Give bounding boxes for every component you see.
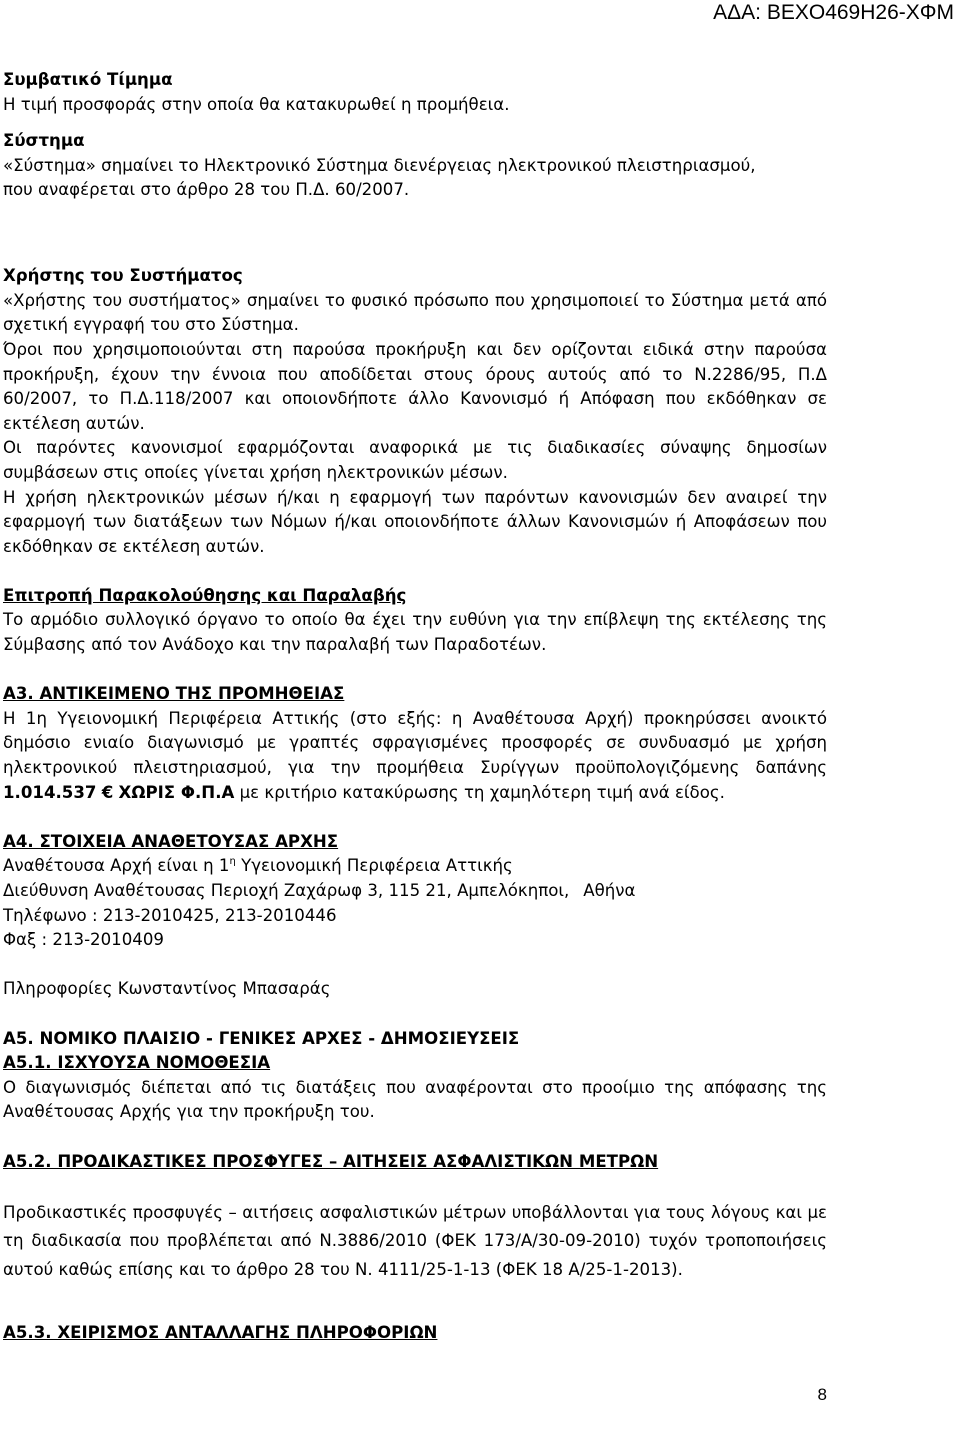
a4-fax: Φαξ : 213-2010409: [3, 930, 164, 950]
system-user-text4: Η χρήση ηλεκτρονικών μέσων ή/και η εφαρμογή των παρόντων κανονισμών δεν αναιρεί την εφαρμογή των διατάξεων των Νόμων ή/και οποιονδήποτε άλλων Κανονισμών ή Αποφάσεων που εκδόθηκαν σε εκτέλεση αυτών.: [3, 487, 827, 556]
committee-title: Επιτροπή Παρακολούθησης και Παραλαβής: [3, 585, 407, 605]
a3-amount-suffix: ΧΩΡΙΣ Φ.Π.Α: [118, 782, 235, 802]
a5-title: [3, 1027, 827, 1052]
committee-text: Το αρμόδιο συλλογικό όργανο το οποίο θα έχει την ευθύνη για την επίβλεψη της εκτέλεσης της Σύμβασης από τον Ανάδοχο και την παραλαβή των Παραδοτέων.: [3, 610, 827, 655]
a3-title: Α3. ΑΝΤΙΚΕΙΜΕΝΟ ΤΗΣ ΠΡΟΜΗΘΕΙΑΣ: [3, 684, 345, 704]
a52-title: Α5.2. ΠΡΟΔΙΚΑΣΤΙΚΕΣ ΠΡΟΣΦΥΓΕΣ – ΑΙΤΗΣΕΙΣ ΑΣΦΑΛΙΣΤΙΚΩΝ ΜΕΤΡΩΝ: [3, 1151, 659, 1171]
a3-text-body: Η 1η Υγειονομική Περιφέρεια Αττικής (στο εξής: η Αναθέτουσα Αρχή) προκηρύσσει ανοικτό δημόσιο ενιαίο διαγωνισμό με γραπτές σφραγισμένες προσφορές σε συνδυασμό με χρήση ηλεκτρονικού πλειστηριασμού, για την προμήθεια Συρίγγων προϋπολογιζόμενης δαπάνης: [3, 708, 827, 778]
a4-city: Αθήνα: [583, 881, 636, 900]
system-user-title: Χρήστης του Συστήματος: [3, 266, 243, 286]
system-text-line2: που αναφέρεται στο άρθρο 28 του Π.Δ. 60/2007.: [3, 180, 410, 200]
a4-phone: Τηλέφωνο : 213-2010425, 213-2010446: [3, 905, 337, 925]
contract-price-text: Η τιμή προσφοράς στην οποία θα κατακυρωθεί η προμήθεια.: [3, 94, 510, 114]
a3-amount: 1.014.537: [3, 782, 97, 802]
system-title: Σύστημα: [3, 131, 85, 151]
system-user-text1: «Χρήστης του συστήματος» σημαίνει το φυσικό πρόσωπο που χρησιμοποιεί το Σύστημα μετά από σχετική εγγραφή του στο Σύστημα.: [3, 290, 827, 335]
a4-address-text: Διεύθυνση Αναθέτουσας Περιοχή Ζαχάρωφ 3, 115 21, Αμπελόκηποι,: [3, 881, 570, 900]
a3-tail: με κριτήριο κατακύρωσης τη χαμηλότερη τιμή ανά είδος.: [239, 782, 725, 802]
a4-address: [3, 879, 827, 904]
a51-title: Α5.1. ΙΣΧΥΟΥΣΑ ΝΟΜΟΘΕΣΙΑ: [3, 1053, 271, 1073]
a53-title: Α5.3. ΧΕΙΡΙΣΜΟΣ ΑΝΤΑΛΛΑΓΗΣ ΠΛΗΡΟΦΟΡΙΩΝ: [3, 1322, 438, 1342]
a51-text: Ο διαγωνισμός διέπεται από τις διατάξεις που αναφέρονται στο προοίμιο της απόφασης της Αναθέτουσας Αρχής για την προκήρυξη του.: [3, 1077, 827, 1122]
a5-title-text: Α5. ΝΟΜΙΚΟ ΠΛΑΙΣΙΟ - ΓΕΝΙΚΕΣ ΑΡΧΕΣ - ΔΗΜΟΣΙΕΥΣΕΙΣ: [3, 1028, 520, 1048]
a4-line1-post: Υγειονομική Περιφέρεια Αττικής: [235, 856, 513, 876]
ada-code: ΑΔΑ: ΒΕΧΟ469Η26-ΧΦΜ: [713, 1, 954, 24]
system-user-text3: Οι παρόντες κανονισμοί εφαρμόζονται αναφορικά με τις διαδικασίες σύναψης δημοσίων συμβάσεων στις οποίες γίνεται χρήση ηλεκτρονικών μέσων.: [3, 438, 827, 482]
system-text-line1: «Σύστημα» σημαίνει το Ηλεκτρονικό Σύστημα διενέργειας ηλεκτρονικού πλειστηριασμού,: [3, 155, 756, 175]
a52-text: Προδικαστικές προσφυγές – αιτήσεις ασφαλιστικών μέτρων υποβάλλονται για τους λόγους και με τη διαδικασία που προβλέπεται από Ν.3886/2010 (ΦΕΚ 173/Α/30-09-2010) τυχόν τροποποιήσεις αυτού καθώς επίσης και το άρθρο 28 του Ν. 4111/25-1-13 (ΦΕΚ 18 Α/25-1-2013).: [3, 1202, 827, 1279]
page-number: 8: [817, 1385, 827, 1404]
contract-price-title: Συμβατικό Τίμημα: [3, 70, 173, 89]
a4-line1-pre: Αναθέτουσα Αρχή είναι η 1: [3, 856, 230, 876]
a4-title: Α4. ΣΤΟΙΧΕΙΑ ΑΝΑΘΕΤΟΥΣΑΣ ΑΡΧΗΣ: [3, 831, 339, 851]
a4-line1-sup: η: [229, 856, 236, 868]
euro-sign: €: [101, 782, 114, 802]
a3-text: [3, 707, 827, 805]
a4-info: Πληροφορίες Κωνσταντίνος Μπασαράς: [3, 979, 331, 999]
a4-line1: [3, 854, 827, 879]
document-body: [3, 68, 827, 1345]
system-user-text2: Όροι που χρησιμοποιούνται στη παρούσα προκήρυξη και δεν ορίζονται ειδικά στην παρούσα προκήρυξη, έχουν την έννοια που αποδίδεται στους όρους αυτούς από το Ν.2286/95, Π.Δ 60/2007, το Π.Δ.118/2007 και οποιονδήποτε άλλο Κανονισμό ή Απόφαση που εκδόθηκαν σε εκτέλεση αυτών.: [3, 339, 827, 433]
